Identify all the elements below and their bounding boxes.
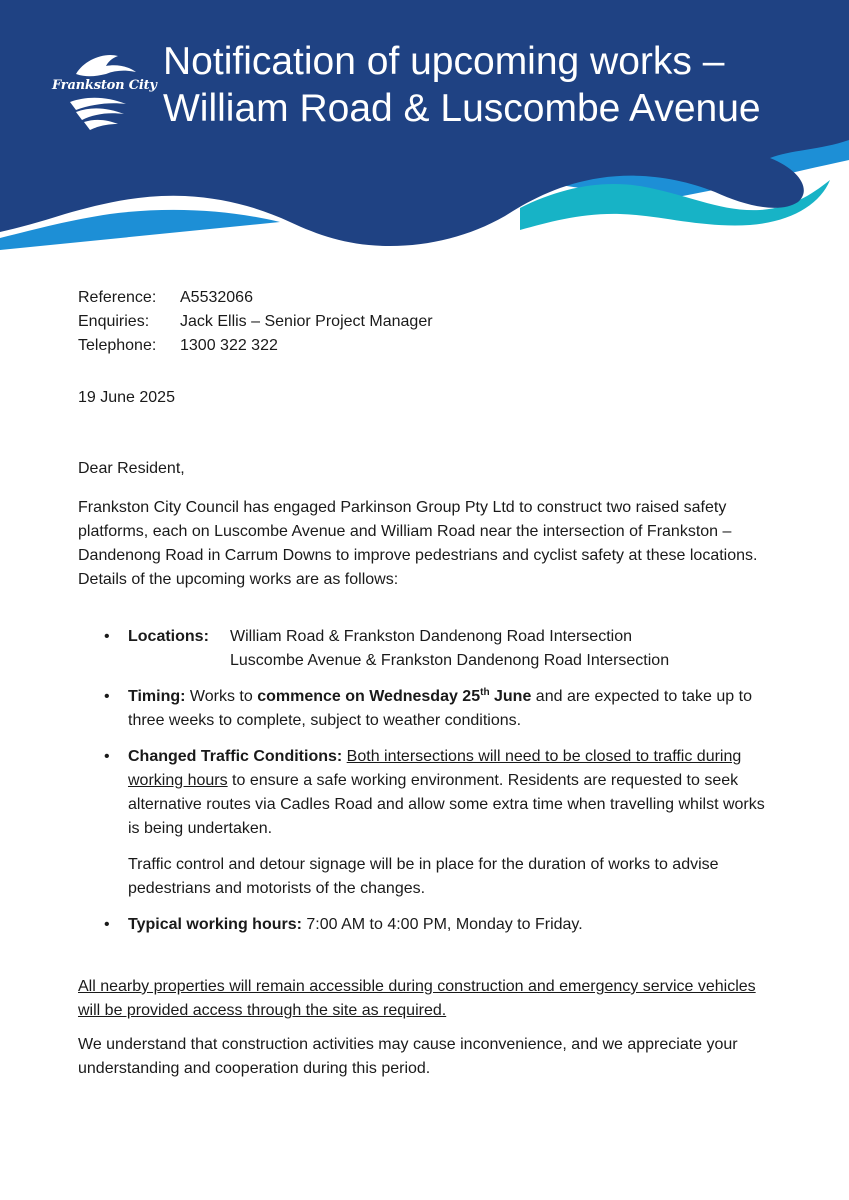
telephone-row (78, 334, 433, 358)
list-item-hours (78, 913, 778, 937)
telephone-label: Telephone: (78, 337, 157, 354)
title-line-1: Notification of upcoming works – (163, 40, 725, 83)
locations-values (230, 625, 669, 673)
traffic-signage-paragraph: Traffic control and detour signage will be in place for the duration of works to advise pedestrians and motorists of the changes. (128, 856, 719, 897)
bullet-icon: • (104, 916, 110, 933)
location-2: Luscombe Avenue & Frankston Dandenong Road Intersection (230, 652, 670, 669)
bullet-icon: • (104, 688, 110, 705)
list-item-traffic (78, 745, 778, 901)
timing-commence: commence on Wednesday 25 (257, 688, 481, 705)
list-item-timing (78, 685, 778, 733)
letter-date: 19 June 2025 (78, 389, 175, 406)
traffic-post: to ensure a safe working environment. Residents are requested to seek alternative routes via Cadles Road and allow some extra time when travelling whilst works is being undertaken. (128, 772, 765, 837)
location-1: William Road & Frankston Dandenong Road Intersection (230, 628, 632, 645)
timing-month: June (489, 688, 532, 705)
timing-pre: Works to (185, 688, 258, 705)
logo-wordmark: Frankston City (52, 78, 157, 93)
enquiries-value: Jack Ellis – Senior Project Manager (180, 313, 433, 330)
bullet-icon: • (104, 748, 110, 765)
timing-post: and are expected to take up to three weeks to complete, subject to weather conditions. (128, 688, 752, 729)
title-line-2: William Road & Luscombe Avenue (163, 87, 761, 130)
enquiries-label: Enquiries: (78, 313, 150, 330)
access-notice: All nearby properties will remain accessible during construction and emergency service vehicles will be provided access through the site as required. (78, 978, 756, 1019)
reference-block (78, 286, 433, 358)
reference-row (78, 286, 433, 310)
timing-date-suffix: th (480, 687, 490, 698)
closing-paragraph: We understand that construction activities may cause inconvenience, and we appreciate your understanding and cooperation during this period. (78, 1036, 738, 1077)
traffic-closure-notice: Both intersections will need to be closed to traffic during working hours (128, 748, 742, 789)
timing-label: Timing: (128, 688, 186, 705)
locations-grid (128, 625, 778, 673)
telephone-value: 1300 322 322 (180, 337, 278, 354)
list-item-locations (78, 625, 778, 673)
page-title (163, 38, 761, 132)
intro-paragraph: Frankston City Council has engaged Parkinson Group Pty Ltd to construct two raised safety platforms, each on Luscombe Avenue and William Road near the intersection of Frankston – Dandenong Road in Carrum Downs to improve pedestrians and cyclist safety at these locations. Details of the upcoming works are as follows: (78, 499, 758, 588)
hours-label: Typical working hours: (128, 916, 302, 933)
bullet-icon: • (104, 628, 110, 645)
works-details-list (78, 625, 778, 937)
reference-label: Reference: (78, 289, 157, 306)
enquiries-row (78, 310, 433, 334)
frankston-city-logo (46, 48, 157, 134)
reference-value: A5532066 (180, 289, 253, 306)
locations-label: Locations: (128, 628, 209, 645)
salutation: Dear Resident, (78, 460, 185, 477)
hours-text: 7:00 AM to 4:00 PM, Monday to Friday. (301, 916, 583, 933)
traffic-label: Changed Traffic Conditions: (128, 748, 343, 765)
